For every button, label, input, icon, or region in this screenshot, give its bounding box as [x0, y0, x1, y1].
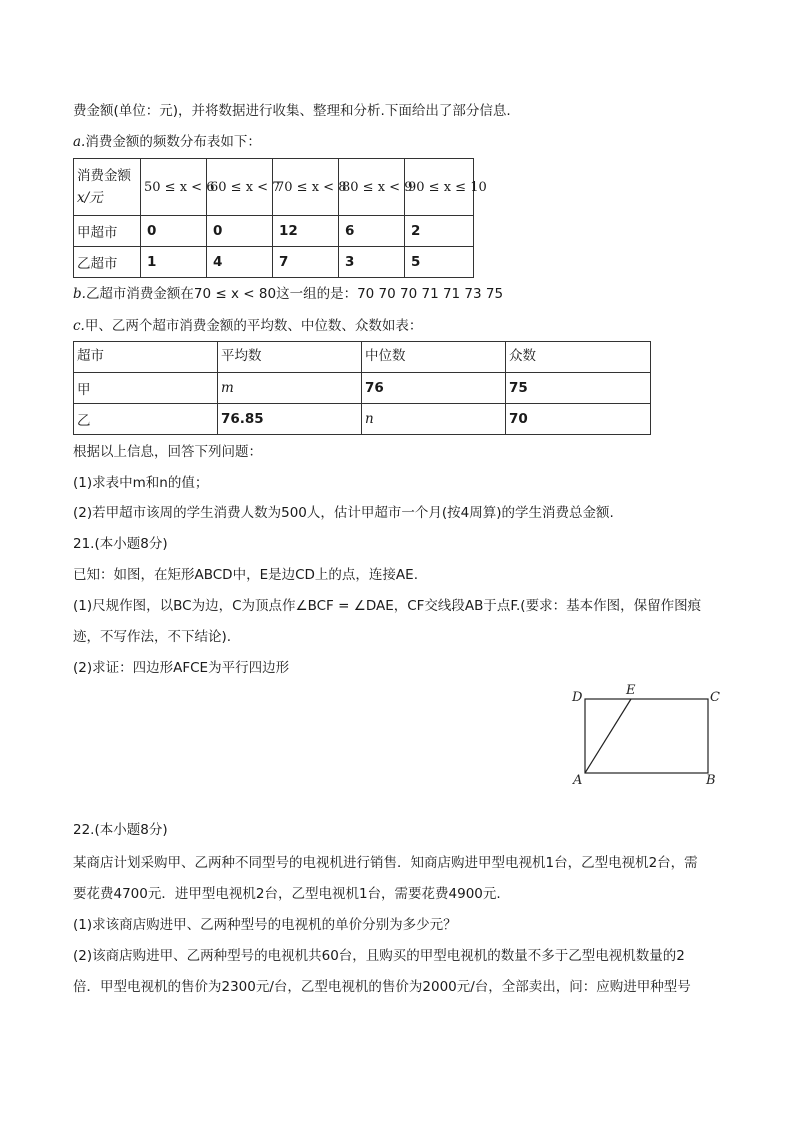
header-range-cell: 60 ≤ x < 7 — [207, 159, 273, 216]
table-row — [74, 373, 651, 404]
part-b-text: 乙超市消费金额在70 ≤ x < 80这一组的是：70 70 70 71 71 73 75 — [85, 286, 504, 302]
row-name-cell: 乙超市 — [74, 247, 141, 278]
q22-title: 22.(本小题8分) — [73, 822, 168, 838]
part-c-text: 甲、乙两个超市消费金额的平均数、中位数、众数如表： — [84, 318, 423, 334]
q22-part2-line2: 倍．甲型电视机的售价为2300元/台，乙型电视机的售价为2000元/台，全部卖出，问：应购进甲种型号 — [73, 979, 691, 995]
q20-part2: (2)若甲超市该周的学生消费人数为500人，估计甲超市一个月(按4周算)的学生消费总金额. — [73, 505, 614, 521]
header-cell: 超市 — [74, 342, 218, 373]
frequency-table-header — [74, 159, 474, 216]
table-cell: 2 — [405, 216, 474, 247]
rectangle-abcd — [585, 699, 708, 773]
label-d: D — [572, 690, 583, 705]
q22-line2: 要花费4700元．进甲型电视机2台，乙型电视机1台，需要花费4900元. — [73, 886, 501, 902]
instruction-line: 根据以上信息，回答下列问题： — [73, 444, 262, 460]
part-b-label: b. — [73, 286, 86, 302]
table-cell: 5 — [405, 247, 474, 278]
header-cell: 众数 — [506, 342, 651, 373]
header-cell — [74, 159, 141, 216]
table-cell: 0 — [141, 216, 207, 247]
label-b: B — [706, 773, 716, 788]
intro-line: 费金额(单位：元)，并将数据进行收集、整理和分析.下面给出了部分信息. — [73, 103, 511, 119]
table-cell: 乙 — [74, 404, 218, 435]
q22-part2-line1: (2)该商店购进甲、乙两种型号的电视机共60台，且购买的甲型电视机的数量不多于乙型电视机数量的2 — [73, 948, 685, 964]
table-cell: 1 — [141, 247, 207, 278]
header-cell: 中位数 — [362, 342, 506, 373]
table-cell: n — [362, 404, 506, 435]
header-range-cell: 70 ≤ x < 8 — [273, 159, 339, 216]
segment-ae — [585, 699, 631, 773]
part-c-label: c. — [73, 318, 85, 334]
label-c: C — [710, 690, 720, 705]
header-range-cell: 50 ≤ x < 6 — [141, 159, 207, 216]
q21-part2: (2)求证：四边形AFCE为平行四边形 — [73, 660, 290, 676]
table-cell: 7 — [273, 247, 339, 278]
part-c-heading — [73, 316, 422, 336]
q21-title: 21.(本小题8分) — [73, 536, 168, 552]
header-range-cell: 80 ≤ x < 9 — [339, 159, 405, 216]
q21-part1-line1: (1)尺规作图，以BC为边，C为顶点作∠BCF = ∠DAE，CF交线段AB于点F.(要求：基本作图，保留作图痕 — [73, 598, 702, 614]
label-e: E — [626, 683, 636, 698]
q20-part1: (1)求表中m和n的值； — [73, 475, 209, 491]
table-cell: 3 — [339, 247, 405, 278]
part-b-line — [73, 284, 503, 304]
q21-given: 已知：如图，在矩形ABCD中，E是边CD上的点，连接AE. — [73, 567, 418, 583]
q22-part1: (1)求该商店购进甲、乙两种型号的电视机的单价分别为多少元？ — [73, 917, 457, 933]
table-cell: m — [218, 373, 362, 404]
header-cell: 平均数 — [218, 342, 362, 373]
header-range-cell: 90 ≤ x ≤ 10 — [405, 159, 474, 216]
table-row — [74, 404, 651, 435]
table-cell: 4 — [207, 247, 273, 278]
statistics-table-header — [74, 342, 651, 373]
table-cell: 6 — [339, 216, 405, 247]
rectangle-figure — [560, 680, 730, 790]
table-cell: 甲 — [74, 373, 218, 404]
label-a: A — [573, 773, 583, 788]
row-name-cell: 甲超市 — [74, 216, 141, 247]
part-a-text: 消费金额的频数分布表如下： — [85, 134, 261, 150]
table-cell: 75 — [506, 373, 651, 404]
part-a-label: a. — [73, 134, 86, 150]
header-unit-label: x/元 — [77, 190, 103, 206]
q21-part1-line2: 迹，不写作法，不下结论). — [73, 629, 232, 645]
statistics-table — [73, 341, 651, 435]
frequency-table — [73, 158, 487, 278]
table-cell: 0 — [207, 216, 273, 247]
header-amount-label: 消费金额 — [77, 168, 131, 184]
part-a-heading — [73, 132, 261, 152]
q22-line1: 某商店计划采购甲、乙两种不同型号的电视机进行销售．知商店购进甲型电视机1台，乙型电视机2台，需 — [73, 855, 698, 871]
table-row — [74, 247, 474, 278]
table-cell: 12 — [273, 216, 339, 247]
table-cell: 70 — [506, 404, 651, 435]
table-cell: 76 — [362, 373, 506, 404]
table-row — [74, 216, 474, 247]
table-cell: 76.85 — [218, 404, 362, 435]
